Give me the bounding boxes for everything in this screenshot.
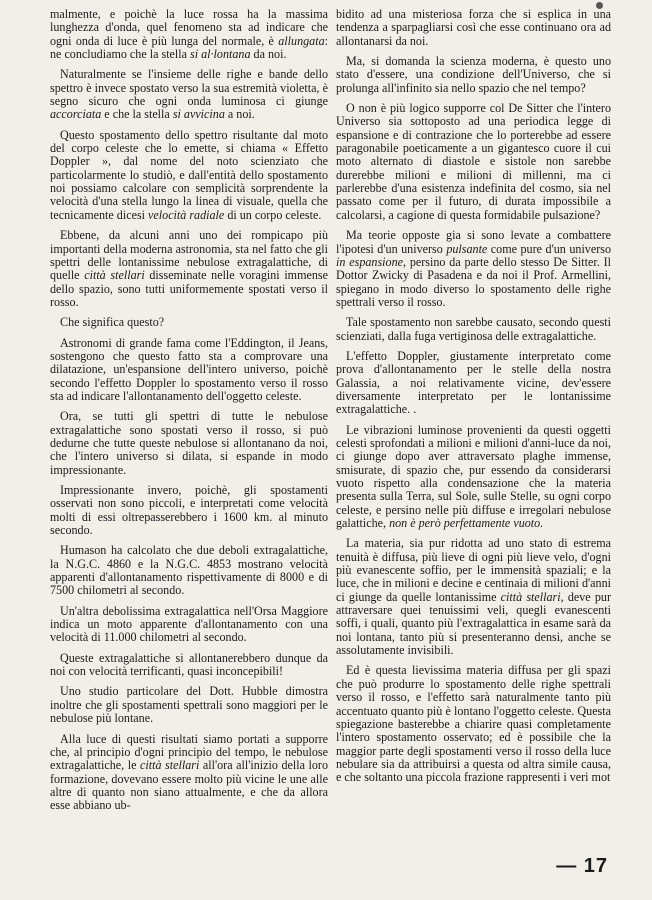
- paragraph: [50, 316, 328, 329]
- paragraph: [50, 68, 328, 121]
- text-run: Humason ha calcolato che due deboli extragalattiche, la N.G.C. 4860 e la N.G.C. 4853 mostrano velocità apparenti d'allontanamento rispettivamente di 8000 e di 7500 chilometri al secondo.: [50, 543, 328, 598]
- paragraph: [336, 316, 611, 343]
- text-run: Le vibrazioni luminose provenienti da questi oggetti celesti sprofondati a milioni e milioni d'anni-luce da noi, ci giunge dopo aver attraversato plaghe immense, smisurate, di spazio che, pur essendo da considerarsi vuoto rispetto alla condensazione che la materia presenta sulla Terra, sul Sole, sulle Stelle, su ogni corpo celeste, e persino nelle più diffuse e irregolari nebulose galattiche,: [336, 422, 611, 531]
- text-run: Ma, si domanda la scienza moderna, è questo uno stato d'essere, una condizione dell'Universo, che si prolunga all'infinito sia nello spazio che nel tempo?: [336, 54, 611, 95]
- paragraph: [50, 544, 328, 597]
- italic-phrase: in espansione: [336, 254, 403, 269]
- text-run: Ora, se tutti gli spettri di tutte le nebulose extragalattiche sono spostati verso il rosso, si può dedurne che tutte queste nebulose si allontanano da noi, che l'intero universo si dilata, si espande in modo impressionante.: [50, 409, 328, 477]
- italic-phrase: non è però perfettamente vuoto.: [389, 516, 544, 531]
- text-run: Naturalmente se l'insieme delle righe e bande dello spettro è invece spostato verso la sua estremità violetta, è segno sicuro che ogni onda luminosa ci giunge: [50, 67, 328, 109]
- text-run: Alla luce di questi risultati siamo portati a supporre che, al principio d'ogni principio del tempo, le nebulose extragalattiche, le: [50, 731, 328, 773]
- italic-phrase: accorciata: [50, 107, 102, 122]
- text-run: e che la stella: [101, 107, 173, 122]
- text-run: disseminate nelle voragini immense dello spazio, sono tutti uniformemente spostati verso il rosso.: [50, 268, 328, 309]
- text-run: Tale spostamento non sarebbe causato, secondo questi scienziati, dalla fuga vertiginosa delle extragalattiche.: [336, 315, 611, 343]
- text-run: all'ora all'inizio della loro formazione, dovevano essere molto più vicine le une alle altre di quanto non siano attualmente, e che da allora esse abbiano ub-: [50, 758, 328, 813]
- italic-phrase: si al·lontana: [190, 47, 251, 62]
- paragraph: [336, 8, 611, 48]
- italic-phrase: velocità radiale: [148, 207, 225, 222]
- text-run: di un corpo celeste.: [224, 207, 322, 222]
- italic-phrase: città stellari: [500, 589, 561, 604]
- italic-phrase: città stellari: [84, 268, 145, 283]
- left-column: [50, 8, 328, 820]
- paragraph: [50, 733, 328, 813]
- text-run: Questo spostamento dello spettro risultante dal moto del corpo celeste che lo emette, si chiama « Effetto Doppler », dal nome del noto scienziato che particolarmente lo studiò, e dall'entità dello spostamento noi possiamo calcolare con semplicità sorprendente la velocità d'una stella lungo la linea di visuale, quella che tecnicamente dicesi: [50, 127, 328, 222]
- italic-phrase: allungata: [278, 33, 325, 48]
- text-run: Uno studio particolare del Dott. Hubble dimostra inoltre che gli spostamenti spettrali sono maggiori per le nebulose più lontane.: [50, 684, 328, 726]
- text-run: Ed è questa lievissima materia diffusa per gli spazi che può produrre lo spostamento delle righe spettrali verso il rosso, e l'effetto sarà naturalmente tanto più accentuato quanto più è lontano l'oggetto celeste. Questa spiegazione basterebbe a chiarire quasi completamente l'intero spostamento osservato; ed è possibile che la maggior parte degli spostamenti verso il rosso della luce nebulare sia da attribuirsi a questa od altra simile causa, e che soltanto una piccola frazione rappresenti i veri mot: [336, 663, 611, 785]
- text-run: La materia, sia pur ridotta ad uno stato di estrema tenuità è diffusa, più lieve di ogni più lieve velo, d'ogni più evanescente soffio, per le immensità spaziali; e la luce, che in milioni e decine e centinaia di milioni d'anni ci giunge da quelle lontanissime: [336, 536, 611, 604]
- text-run: da noi.: [250, 47, 287, 62]
- italic-phrase: si avvicina: [172, 107, 225, 122]
- paragraph: [50, 484, 328, 537]
- text-run: O non è più logico supporre col De Sitter che l'intero Universo sia sottoposto ad una periodica legge di espansione e di contrazione che lo porterebbe ad essere paragonabile poeticamente a un gigantesco cuore il cui moto alternato di diastole e sistole non sarebbe durerebbe milioni e milioni di millenni, ma ci parlerebbe d'una esistenza indefinita del cosmo, sia nel passato come per il futuro, di durata impossibile a calcolarsi, a cagione di questa formidabile pulsazione?: [336, 101, 611, 222]
- paragraph: [50, 685, 328, 725]
- paragraph: [336, 102, 611, 222]
- text-run: Ma teorie opposte gia si sono levate a combattere l'ipotesi d'un universo: [336, 228, 611, 256]
- text-run: bidito ad una misteriosa forza che si esplica in una tendenza a sparpagliarsi così che esse continuano ora ad allontanarsi da noi.: [336, 7, 611, 48]
- text-run: Queste extragalattiche si allontanerebbero dunque da noi con velocità terrificanti, quasi inconcepibili!: [50, 650, 328, 679]
- page-number: — 17: [556, 855, 608, 877]
- text-run: Astronomi di grande fama come l'Eddington, il Jeans, sostengono che questo fatto sta a comprovare una dilatazione, un'espansione dell'intero universo, poichè secondo l'effetto Doppler lo spostamento verso il rosso sta ad indicare l'allontanamento dell'oggetto celeste.: [50, 335, 328, 403]
- text-run: Ebbene, da alcuni anni uno dei rompicapo più importanti della moderna astronomia, sta nel fatto che gli spettri delle lontanissime nebulose extragalattiche, di quelle: [50, 228, 328, 283]
- text-run: a noi.: [224, 107, 255, 122]
- text-run: Che significa questo?: [60, 315, 165, 330]
- text-run: malmente, e poichè la luce rossa ha la massima lunghezza d'onda, quel fenomeno sta ad indicare che ogni onda di luce è più lunga del normale, è: [50, 7, 328, 48]
- paragraph: [50, 652, 328, 679]
- italic-phrase: città stellari: [140, 758, 200, 773]
- text-run: , persino da parte dello stesso De Sitter. Il Dottor Zwicky di Pasadena e da noi il Prof. Armellini, spiegano in modo diverso lo spostamento delle righe spettrali verso il rosso.: [336, 254, 611, 309]
- paragraph: [50, 337, 328, 404]
- text-run: Impressionante invero, poichè, gli spostamenti osservati non sono piccoli, e interpretati come velocità molti di essi oltrepasserebbero i 1600 km. al minuto secondo.: [50, 483, 328, 538]
- italic-phrase: pulsante: [446, 241, 488, 256]
- text-run: : ne concludiamo che la stella: [50, 33, 328, 62]
- paragraph: [336, 229, 611, 309]
- text-run: come pure d'un universo: [487, 241, 612, 256]
- paragraph: [336, 424, 611, 531]
- paragraph: [336, 537, 611, 657]
- paragraph: [50, 229, 328, 309]
- text-run: L'effetto Doppler, giustamente interpretato come prova d'allontanamento per le stelle della nostra Galassia, a noi relativamente vicine, dev'essere diversamente interpretato per le lontanissime extragalattiche. .: [336, 348, 611, 417]
- text-run: Un'altra debolissima extragalattica nell'Orsa Maggiore indica un moto apparente d'allontanamento con una velocità di 11.000 chilometri al secondo.: [50, 603, 328, 645]
- paragraph: [50, 8, 328, 61]
- paragraph: [50, 605, 328, 645]
- paragraph: [50, 410, 328, 477]
- text-run: , deve pur attraversare quei tenuissimi veli, quegli evanescenti soffi, i quali, quanto più l'extragalattica in esame sarà da noi lontana, tanto più si presenteranno densi, anche se assolutamente invisibili.: [336, 589, 611, 658]
- right-column: [336, 8, 611, 792]
- paragraph: [336, 55, 611, 95]
- paragraph: [336, 664, 611, 784]
- paragraph: [50, 129, 328, 222]
- paragraph: [336, 350, 611, 417]
